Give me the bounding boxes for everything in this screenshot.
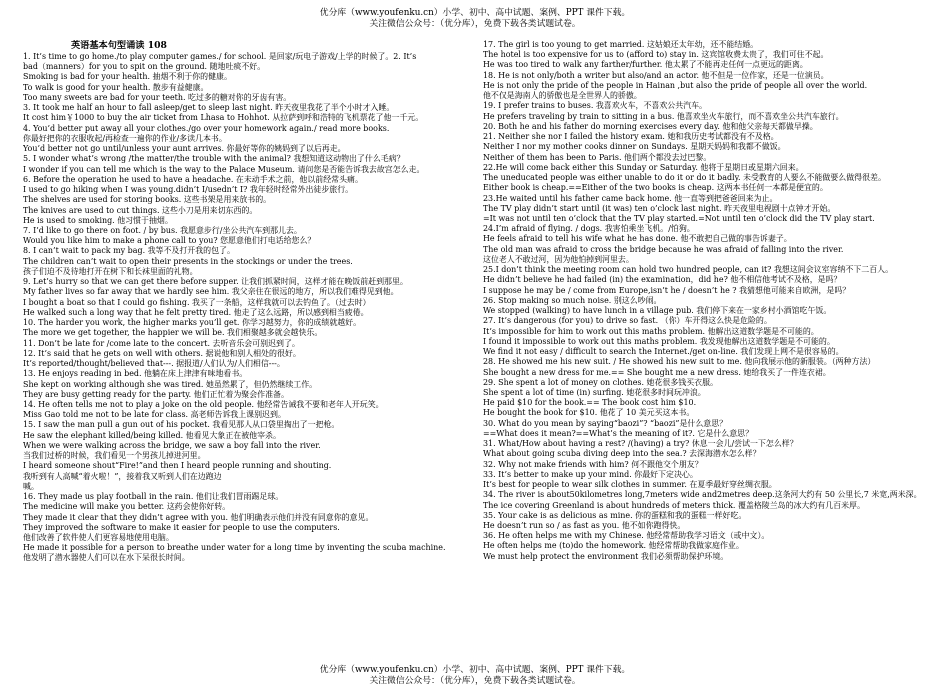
text-line: 孩子们迫不及待地打开在树下和长袜里面的礼物。 <box>23 266 198 276</box>
text-line: He walked such a long way that he felt pretty tired. 他走了这么远路，所以感到相当疲倦。 <box>23 307 369 317</box>
text-line: We find it not easy / difficult to search the Internet./get on-line. 我们发现上网不是很容易的。 <box>483 347 844 357</box>
text-line: 4. You’d better put away all your clothes./go over your homework again./ read more books. <box>23 123 390 133</box>
text-line: 18. He is not only/both a writer but also/and an actor. 他不但是一位作家，还是一位演员。 <box>483 70 829 80</box>
text-line: I found it impossible to work out this maths problem. 我发现他解出这道数学题是不可能的。 <box>483 336 835 346</box>
text-line: 他们改善了软件使人们更容易地使用电脑。 <box>23 533 174 543</box>
text-line: It’s impossible for him to work out this maths problem. 他解出这道数学题是不可能的。 <box>483 326 819 336</box>
text-line: The old man was afraid to cross the bridge because he was afraid of falling into the river. <box>483 244 844 254</box>
text-line: He prefers traveling by train to sitting in a bus. 他喜欢坐火车旅行，而不喜欢坐公共汽车旅行。 <box>483 111 844 121</box>
text-line: The knives are used to cut things. 这些小刀是用来切东西的。 <box>23 205 258 215</box>
text-line: 26. Stop making so much noise. 别这么吵闹。 <box>483 295 662 305</box>
text-line: She bought a new dress for me.== She bought me a new dress. 她给我买了一件连衣裙。 <box>483 367 831 377</box>
text-line: 20. Both he and his father do morning exercises every day. 他和他父亲每天都做早操。 <box>483 121 818 131</box>
document-title: 英语基本句型诵读 108 <box>71 40 167 51</box>
text-line: The TV play didn’t start until (it was) ten o’clock last night. 昨天夜里电视剧十点钟才开始。 <box>483 203 836 213</box>
text-line: Smoking is bad for your health. 抽烟不利于你的健康。 <box>23 72 232 82</box>
text-line: I wonder if you can tell me which is the way to the Palace Museum. 请问您是否能告诉我去故宫怎么走。 <box>23 164 425 174</box>
text-line: 12. It’s said that he gets on well with others. 据说他和别人相处的很好。 <box>23 348 301 358</box>
text-line: 6. Before the operation he used to have a headache. 在未动手术之前，他以前经常头痛。 <box>23 174 363 184</box>
left-column <box>23 40 475 662</box>
text-line: He doesn’t run so / as fast as you. 他不如你跑得快。 <box>483 521 686 531</box>
text-line: He paid $10 for the book.== The book cost him $10. <box>483 398 697 408</box>
text-line: 21. Neither she nor I failed the history exam. 她和我历史考试都没有不及格。 <box>483 132 779 142</box>
text-line: 他不仅是海南人的骄傲也是全世界人的骄傲。 <box>483 91 642 101</box>
header-line-1: 优分库（www.youfenku.cn）小学、初中、高中试题、案例、PPT 课件下载。 <box>319 8 631 18</box>
text-line: 5. I wonder what’s wrong /the matter/the trouble with the animal? 我想知道这动物出了什么毛病？ <box>23 154 405 164</box>
text-line: 13. He enjoys reading in bed. 他躺在床上津津有味地看书。 <box>23 369 248 379</box>
text-line: He saw the elephant killed/being killed. 他看见大象正在被他宰杀。 <box>23 430 281 440</box>
text-line: You’d better not go until/unless your aunt arrives. 你最好等你的姨妈到了以后再走。 <box>23 144 346 154</box>
text-line: It’s best for people to wear silk clothes in summer. 在夏季最好穿丝绸衣服。 <box>483 480 777 490</box>
text-line: 1. It’s time to go home./to play computer games./ for school. 是回家/玩电子游戏/上学的时候了。2. It’s <box>23 52 417 61</box>
text-line: 14. He often tells me not to play a joke on the old people. 他经常告诫我不要和老年人开玩笑。 <box>23 399 384 409</box>
text-line: 34. The river is about50kilometres long,7meters wide and2metres deep.这条河大约有 50 公里长,7 米宽,两米深。 <box>483 490 922 500</box>
text-line: 15. I saw the man pull a gun out of his pocket. 我看见那人从口袋里掏出了一把枪。 <box>23 420 340 430</box>
text-line: 当我们过桥的时候，我们看见一个男孩儿掉进河里。 <box>23 451 206 461</box>
text-line: =It was not until ten o’clock that the TV play started.=Not until ten o’clock did the TV play start. <box>483 213 875 223</box>
text-line: I bought a boat so that I could go fishing. 我买了一条船，这样我就可以去钓鱼了。（过去时） <box>23 297 371 307</box>
text-line: Either book is cheap.==Either of the two books is cheap. 这两本书任何一本都是便宜的。 <box>483 183 828 193</box>
text-line: 9. Let’s hurry so that we can get there before supper. 让我们抓紧时间，这样才能在晚饭前赶到那里。 <box>23 277 408 287</box>
text-line: 17. The girl is too young to get married. 这姑娘还太年幼，还不能结婚。 <box>483 40 759 49</box>
page-footer <box>0 665 950 687</box>
text-line: Neither of them has been to Paris. 他们两个都没去过巴黎。 <box>483 152 712 162</box>
text-line: 22.He will come back either this Sunday or Saturday. 他将于星期日或星期六回来。 <box>483 162 804 172</box>
text-line: The medicine will make you better. 这药会使你好转。 <box>23 502 231 512</box>
text-line: 32. Why not make friends with him? 何不跟他交个朋友？ <box>483 459 703 469</box>
text-line: 这位老人不敢过河，因为他怕掉到河里去。 <box>483 254 634 264</box>
text-line: The uneducated people was either unable to do it or do it badly. 未受教育的人要么不能做要么做得很差。 <box>483 173 886 183</box>
text-line: 24.I’m afraid of flying. / dogs. 我害怕乘坐飞机。/怕狗。 <box>483 224 695 234</box>
text-line: 11. Don’t be late for /come late to the concert. 去听音乐会可别迟到了。 <box>23 338 300 348</box>
text-line: What about going scuba diving deep into the sea.? 去深海潜水怎么样？ <box>483 449 761 459</box>
text-line: She spent a lot of time (in) surfing. 她花很多时间玩冲浪。 <box>483 387 706 397</box>
text-line: 7. I’d like to go there on foot. / by bus. 我愿意步行/坐公共汽车到那儿去。 <box>23 225 302 235</box>
text-line: 喊。 <box>23 481 39 491</box>
text-line: The more we get together, the happier we will be. 我们相聚越多就会越快乐。 <box>23 328 323 338</box>
text-line: 29. She spent a lot of money on clothes. 她花很多钱买衣服。 <box>483 377 718 387</box>
text-line: 19. I prefer trains to buses. 我喜欢火车，不喜欢公共汽车。 <box>483 101 707 111</box>
text-line: He didn’t believe he had failed (in) the examination，did he? 他不相信他考试不及格，是吗？ <box>483 275 842 285</box>
footer-line-1: 优分库（www.youfenku.cn）小学、初中、高中试题、案例、PPT 课件下载。 <box>319 665 631 675</box>
text-line: 33. It’s better to make up your mind. 你最好下定决心。 <box>483 469 698 479</box>
text-line: He bought the book for $10. 他花了 10 美元买这本书。 <box>483 408 695 418</box>
text-line: 3. It took me half an hour to fall asleep/get to sleep last night. 昨天夜里我花了半个小时才入睡。 <box>23 103 395 113</box>
text-line: He often helps me (to)do the homework. 他经常帮助我做家庭作业。 <box>483 541 744 551</box>
text-line: I used to go hiking when I was young.didn’t I/usedn’t I? 我年轻时经常外出徒步旅行。 <box>23 185 354 195</box>
text-line: I suppose he may be / come from Europe,isn’t he / doesn’t he ? 我猜想他可能来自欧洲，是吗？ <box>483 285 851 295</box>
text-line: She kept on working although she was tired. 她虽然累了，但仍然继续工作。 <box>23 379 318 389</box>
text-line: 我听到有人高喊“着火啦！”，接着我又听到人们在边跑边 <box>23 471 222 481</box>
text-line: They are busy getting ready for the party. 他们正忙着为聚会作准备。 <box>23 389 289 399</box>
text-line: He was too tired to walk any farther/further. 他太累了不能再走任何一点更远的距离。 <box>483 60 808 70</box>
text-line: We must help protect the environment 我们必须帮助保护环境。 <box>483 551 729 561</box>
text-line: It’s reported/thought/believed that---. 据报道/人们认为/人们相信---。 <box>23 359 285 369</box>
text-line: We stopped (walking) to have lunch in a village pub. 我们停下来在一家乡村小酒馆吃午饭。 <box>483 306 832 316</box>
text-line: 23.He waited until his father came back home. 他一直等到把爸爸回来为止。 <box>483 193 778 203</box>
text-line: 25.I don’t think the meeting room can hold two hundred people, can it? 我想这间会议室容纳不下二百人。 <box>483 265 894 275</box>
text-line: When we were walking across the bridge, we saw a boy fall into the river. <box>23 440 321 450</box>
text-line: Would you like him to make a phone call to you? 您愿意他们打电话给您么？ <box>23 236 316 246</box>
text-line: The hotel is too expensive for us to (afford to) stay in. 这宾馆收费太贵了，我们可住不起。 <box>483 50 829 60</box>
text-line: 35. Your cake is as delicious as mine. 你的蛋糕和我的蛋糕一样好吃。 <box>483 510 747 520</box>
footer-line-2: 关注微信公众号：（优分库），免费下载各类试题试卷。 <box>369 676 581 686</box>
text-line: bad（manners）for you to spit on the ground. 随地吐痰不好。 <box>23 62 266 72</box>
text-line: He feels afraid to tell his wife what he has done. 他不敢把自己做的事告诉妻子。 <box>483 234 792 244</box>
text-line: 27. It’s dangerous (for you) to drive so fast. （你）车开得这么快是危险的。 <box>483 316 772 326</box>
text-line: Too many sweets are bad for your teeth. 吃过多的糖对你的牙齿有害。 <box>23 92 292 102</box>
text-line: I heard someone shout“Fire!”and then I heard people running and shouting. <box>23 461 332 471</box>
text-line: 36. He often helps me with my Chinese. 他经常帮助我学习语文（或中文）。 <box>483 531 770 541</box>
text-line: The ice covering Greenland is about hundreds of meters thick. 覆盖格陵兰岛的冰大约有几百米厚。 <box>483 500 865 510</box>
text-line: Neither I nor my mother cooks dinner on Sundays. 星期天妈妈和我都不做饭。 <box>483 142 786 152</box>
text-line: 8. I can’t wait to pack my bag. 我等不及打开我的包了。 <box>23 246 235 256</box>
text-line: Miss Gao told me not to be late for class. 高老师告诉我上课别迟到。 <box>23 410 286 420</box>
text-line: To walk is good for your health. 散步有益健康。 <box>23 82 209 92</box>
text-line: 他发明了潜水器使人们可以在水下呆很长时间。 <box>23 553 190 563</box>
text-line: They made it clear that they didn’t agree with you. 他们明确表示他们并没有同意你的意见。 <box>23 512 374 522</box>
page-header <box>0 8 950 30</box>
text-line: He is not only the pride of the people in Hainan ,but also the pride of people all over the world. <box>483 80 868 90</box>
text-line: 28. He showed me his new suit. / He showed his new suit to me. 他向我展示他的新服装。（两种方法） <box>483 357 876 367</box>
text-line: He made it possible for a person to breathe under water for a long time by inventing the scuba machine. <box>23 543 446 553</box>
text-line: 16. They made us play football in the rain. 他们让我们冒雨踢足球。 <box>23 492 284 502</box>
text-line: The shelves are used for storing books. 这些书架是用来放书的。 <box>23 195 272 205</box>
text-line: 31. What/How about having a rest? /(having) a try? 休息一会儿/尝试一下怎么样？ <box>483 439 798 449</box>
text-line: They improved the software to make it easier for people to use the computers. <box>23 522 340 532</box>
text-line: My father lives so far away that we hardly see him. 我父亲住在很远的地方，所以我们难得见到他。 <box>23 287 399 297</box>
text-line: 30. What do you mean by saying“baozi”? “baozi”是什么意思？ <box>483 418 728 428</box>
text-line: 你最好把你的衣服收起/再检查一遍你的作业/多读几本书。 <box>23 133 227 143</box>
text-line: ==What does it mean?==What’s the meaning of it?. 它是什么意思？ <box>483 428 754 438</box>
text-line: The children can’t wait to open their presents in the stockings or under the trees. <box>23 256 353 266</box>
text-line: It cost him￥1000 to buy the air ticket from Lhasa to Hohhot. 从拉萨到呼和浩特的飞机票花了他一千元。 <box>23 113 424 123</box>
text-line: He is used to smoking. 他习惯于抽烟。 <box>23 215 173 225</box>
header-line-2: 关注微信公众号：（优分库），免费下载各类试题试卷。 <box>369 19 581 29</box>
right-column <box>483 40 935 662</box>
text-line: 10. The harder you work, the higher marks you’ll get. 你学习越努力，你的成绩就越好。 <box>23 318 362 328</box>
